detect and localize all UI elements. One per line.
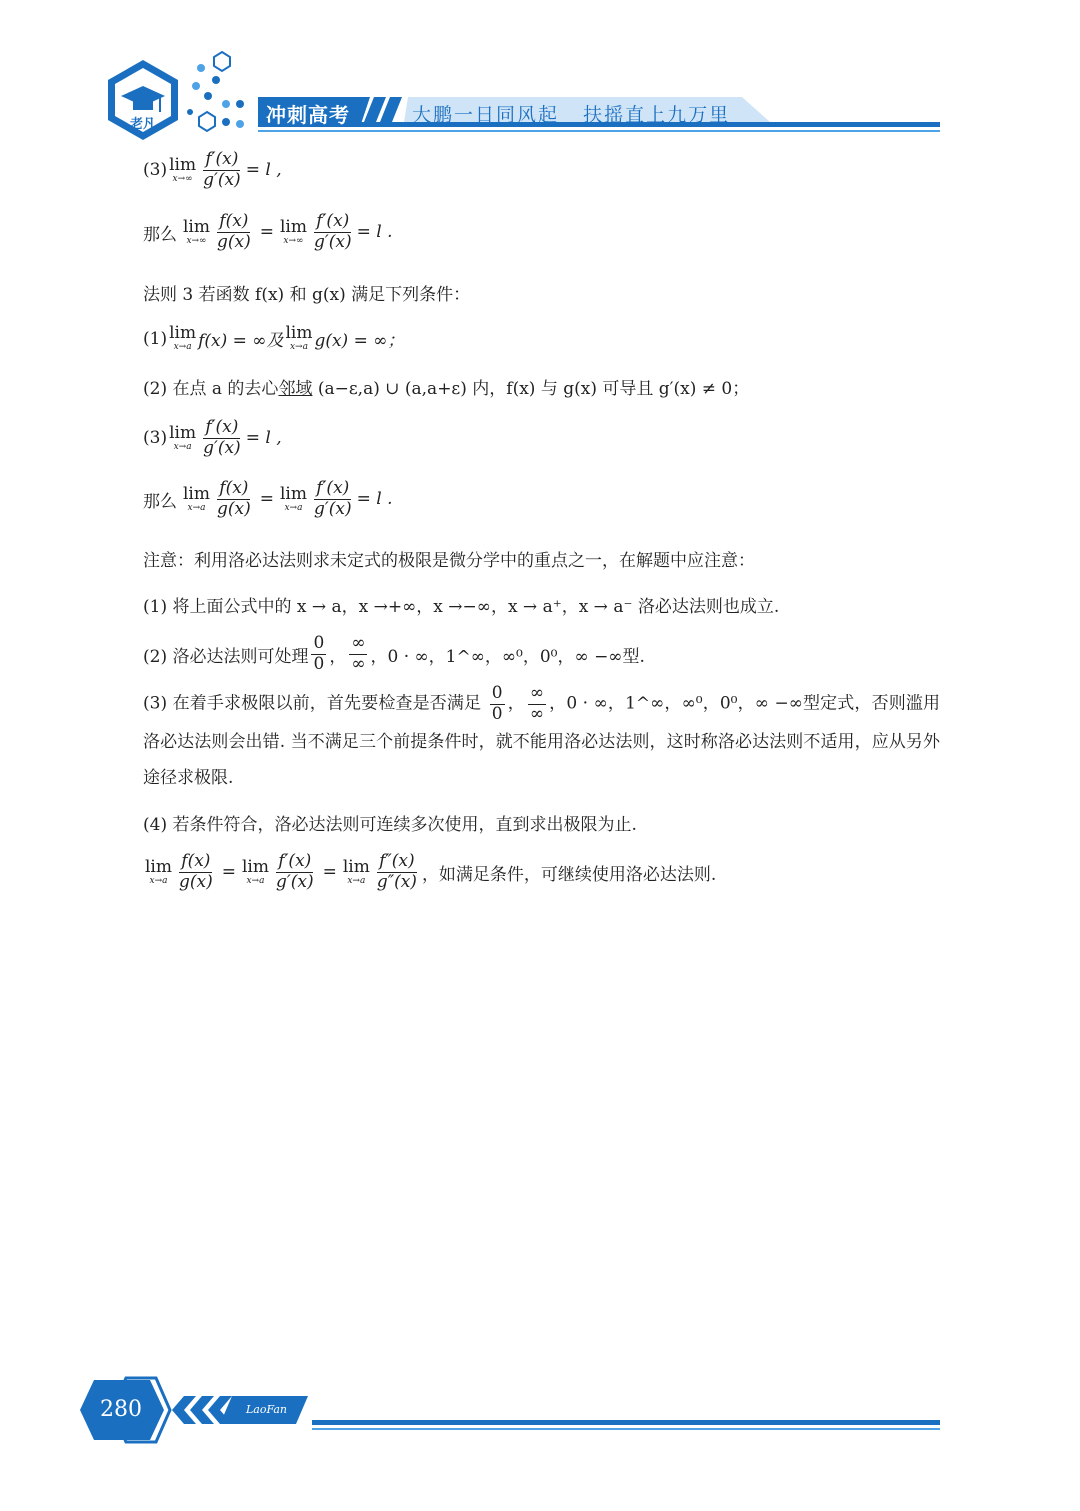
neighborhood-link[interactable]: 邻域 xyxy=(278,379,313,399)
rule3-condition-1: (1) lim x→a f(x) = ∞及 lim x→a g(x) = ∞； xyxy=(143,323,405,352)
note-title: 注意：利用洛必达法则求未定式的极限是微分学中的重点之一，在解题中应注意： xyxy=(143,551,755,571)
fraction: $\frac{f'(x)}{g'(x)}$ xyxy=(275,851,314,892)
formula-cond3-infinity xyxy=(143,150,282,190)
limit-operator: lim x→a xyxy=(169,323,197,352)
footer-decoration xyxy=(0,1370,1080,1460)
fraction: $\frac{f(x)}{g(x)}$ xyxy=(179,851,213,892)
limit-operator: lim x→a xyxy=(342,856,370,886)
fraction-zero-over-zero: $\frac{0}{0}$ xyxy=(491,683,503,724)
page-header xyxy=(0,0,1080,150)
limit-operator: lim x→a xyxy=(183,483,210,513)
limit-operator: lim x→a xyxy=(145,856,172,886)
brand-label: LaoFan xyxy=(246,1403,288,1416)
limit-operator: lim x→a xyxy=(169,422,197,452)
limit-operator: lim x→a xyxy=(279,483,307,513)
limit-operator: lim x→a xyxy=(241,856,269,886)
limit-operator: lim x→∞ xyxy=(169,154,197,184)
rule3-condition-2: (2) 在点 a 的去心 邻域 (a−ε,a) ∪ (a,a+ε) 内，f(x) 与 g(x) 可导且 g′(x) ≠ 0； xyxy=(143,374,749,399)
limit-operator: lim x→∞ xyxy=(279,216,307,246)
rule3-intro: 法则 3 若函数 f(x) 和 g(x) 满足下列条件： xyxy=(143,285,471,305)
formula-conclusion-a: 那么 lim x→a $\frac{f(x)}{g(x)}$ = lim x→a $\frac{f'(x)}{g'(x)}$ = l . xyxy=(143,478,393,519)
fraction: $\frac{f''(x)}{g''(x)}$ xyxy=(376,851,417,892)
note-2: (2) 洛必达法则可处理 $\frac{0}{0}$ ， $\frac{\infty}{\infty}$ ，0 · ∞，1^∞，∞⁰，0⁰，∞ −∞型. xyxy=(143,633,645,674)
fraction: $\frac{f(x)}{g(x)}$ xyxy=(217,211,251,252)
formula-repeated-lhopital: lim x→a $\frac{f(x)}{g(x)}$ = lim x→a $\frac{f'(x)}{g'(x)}$ = lim x→a $\frac{f''(x)}{g''(x)}$ ，如满足条件，可继续使用洛必达法则. xyxy=(145,851,717,892)
equals-sign: = xyxy=(259,222,274,243)
page-number: 280 xyxy=(100,1397,142,1422)
note-4: (4) 若条件符合，洛必达法则可连续多次使用，直到求出极限为止. xyxy=(143,815,637,835)
limit-operator: lim x→a xyxy=(285,323,313,352)
item-number: (3) xyxy=(143,160,168,181)
rule3-condition-3: (3) lim x→a $\frac{f'(x)}{g'(x)}$ = l , xyxy=(143,417,282,458)
fraction-inf-over-inf: $\frac{\infty}{\infty}$ xyxy=(529,683,545,724)
note-3: (3) 在着手求极限以前，首先要检查是否满足 $\frac{0}{0}$ ， $\frac{\infty}{\infty}$ ，0 · ∞，1^∞，∞⁰，0⁰，∞ −∞型定式，否则滥用洛必达法则会出错. 当不满足三个前提条件时，就不能用洛必达法则，这时称洛必达法则不适用，应从另外途径求极限. xyxy=(143,683,941,789)
equals-l: = l . xyxy=(356,222,393,243)
then-text: 那么 xyxy=(143,224,177,245)
fraction: $\frac{f'(x)}{g'(x)}$ xyxy=(203,417,241,458)
svg-text:老凡: 老凡 xyxy=(129,117,157,132)
fraction-zero-over-zero: $\frac{0}{0}$ xyxy=(313,633,325,674)
note-1: (1) 将上面公式中的 x → a，x →+∞，x →−∞，x → a⁺，x → a⁻ 洛必达法则也成立. xyxy=(143,597,780,617)
fraction-inf-over-inf: $\frac{\infty}{\infty}$ xyxy=(351,633,366,674)
fraction: $\frac{f'(x)}{g'(x)}$ xyxy=(313,211,352,252)
fraction: $\frac{f'(x)}{g'(x)}$ xyxy=(313,478,352,519)
header-slogan: 大鹏一日同风起 扶摇直上九万里 xyxy=(412,104,731,126)
fraction: $\frac{f(x)}{g(x)}$ xyxy=(217,478,251,519)
limit-operator: lim x→∞ xyxy=(183,216,210,246)
fraction: $\frac{f'(x)}{g'(x)}$ xyxy=(203,149,241,190)
equals-l: = l , xyxy=(245,160,282,181)
header-decoration xyxy=(0,0,1080,150)
header-badge-text: 冲刺高考 xyxy=(266,103,350,127)
molecule-dots-decoration xyxy=(187,52,244,131)
page-footer xyxy=(0,1370,1080,1460)
formula-conclusion-infinity xyxy=(143,212,393,252)
